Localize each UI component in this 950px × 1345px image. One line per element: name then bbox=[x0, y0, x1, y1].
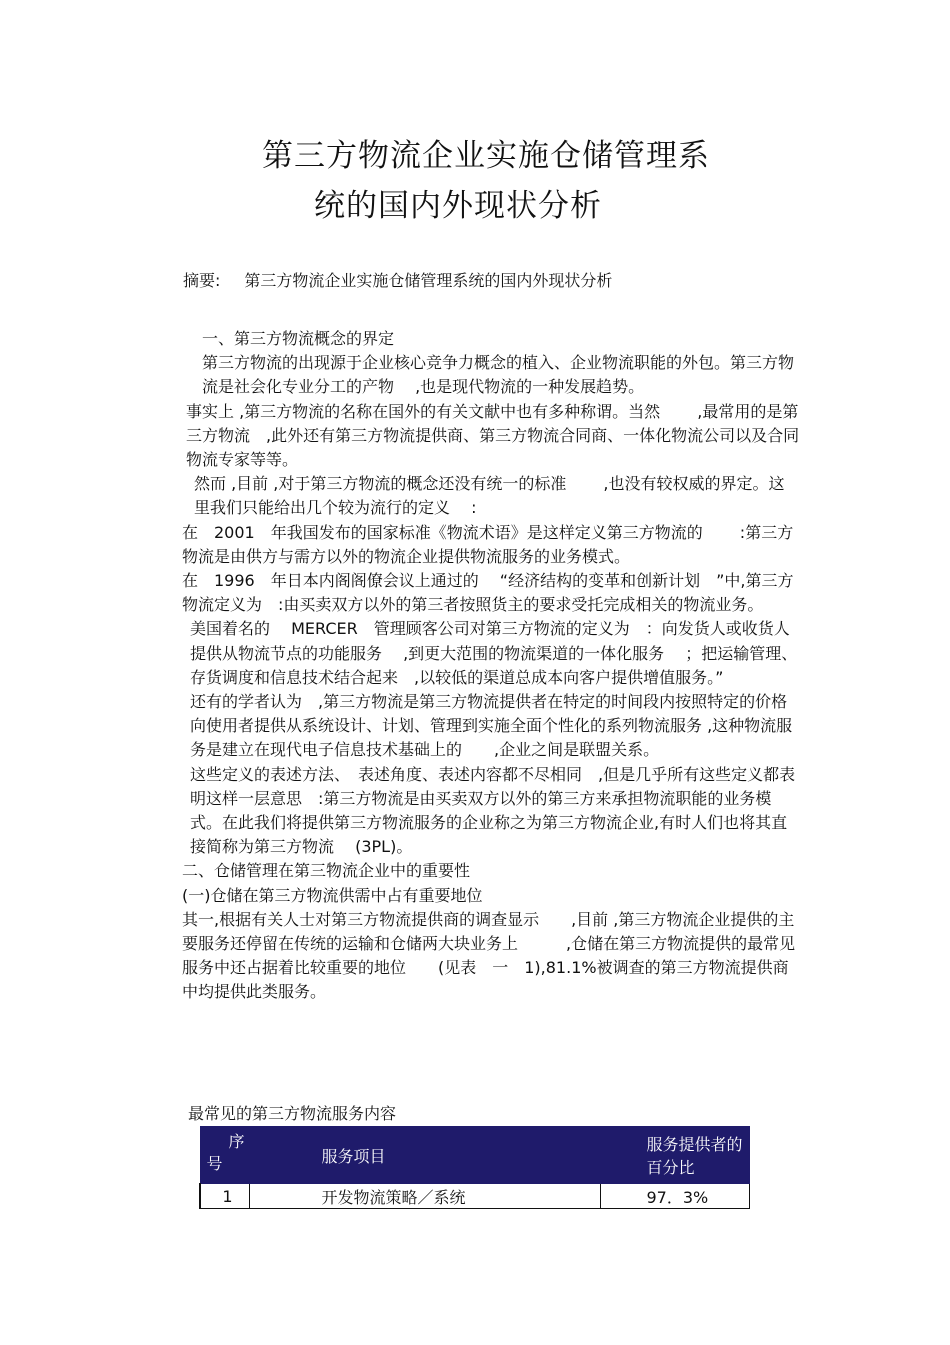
paragraph: 在 1996 年日本内阁阁僚会议上通过的 “经济结构的变革和创新计划 ”中,第三方物流定义为 :由买卖双方以外的第三者按照货主的要求受托完成相关的物流业务。 bbox=[182, 571, 794, 615]
row-number: 1 bbox=[200, 1184, 249, 1209]
section-heading-2: 二、仓储管理在第三物流企业中的重要性 bbox=[182, 861, 471, 881]
header-number bbox=[200, 1127, 249, 1184]
section-heading-1: 一、第三方物流概念的界定 bbox=[202, 329, 395, 348]
header-provider-percent: 服务提供者的百分比 bbox=[600, 1127, 750, 1184]
header-number-b: 号 bbox=[206, 1154, 223, 1173]
abstract-label: 摘要: bbox=[183, 271, 221, 290]
paragraph: 事实上 ,第三方物流的名称在国外的有关文献中也有多种称谓。当然 ,最常用的是第三方物流 ,此外还有第三方物流提供商、第三方物流合同商、一体化物流公司以及合同物流专家等等。 bbox=[186, 401, 800, 470]
paragraph: 第三方物流的出现源于企业核心竞争力概念的植入、企业物流职能的外包。第三方物流是社会化专业分工的产物 ,也是现代物流的一种发展趋势。 bbox=[202, 353, 795, 397]
subsection-heading: (一)仓储在第三方物流供需中占有重要地位 bbox=[182, 885, 483, 905]
row-service-item: 开发物流策略／系统 bbox=[249, 1184, 600, 1209]
table-row bbox=[200, 1184, 750, 1209]
paragraph: 美国着名的 MERCER 管理顾客公司对第三方物流的定义为 ：向发货人或收货人提供从物流节点的功能服务 ,到更大范围的物流渠道的一体化服务 ；把运输管理、存货调度和信息技术结合起来 ,以较低的渠道总成本向客户提供增值服务。” bbox=[190, 619, 798, 687]
abstract-text: 第三方物流企业实施仓储管理系统的国内外现状分析 bbox=[244, 271, 613, 290]
header-service-item: 服务项目 bbox=[249, 1127, 600, 1184]
document-title-line-2: 统的国内外现状分析 bbox=[314, 188, 602, 224]
paragraph: 在 2001 年我国发布的国家标准《物流术语》是这样定义第三方物流的 :第三方物流是由供方与需方以外的物流企业提供物流服务的业务模式。 bbox=[182, 522, 794, 566]
row-provider-percent: 97．3% bbox=[600, 1184, 750, 1209]
table-caption: 最常见的第三方物流服务内容 bbox=[188, 1104, 397, 1123]
services-table bbox=[199, 1126, 750, 1209]
document-title-line-1: 第三方物流企业实施仓储管理系 bbox=[262, 138, 710, 174]
paragraph: 其一,根据有关人士对第三方物流提供商的调查显示 ,目前 ,第三方物流企业提供的主要服务还停留在传统的运输和仓储两大块业务上 ,仓储在第三方物流提供的最常见服务中还占据着比较重要的地位 (见表 一 1),81.1%被调查的第三方物流提供商中均提供此类服务。 bbox=[182, 909, 796, 1002]
table-header-row bbox=[200, 1127, 750, 1184]
header-number-a: 序 bbox=[228, 1132, 245, 1151]
paragraph: 还有的学者认为 ,第三方物流是第三方物流提供者在特定的时间段内按照特定的价格向使用者提供从系统设计、计划、管理到实施全面个性化的系列物流服务 ,这种物流服务是建立在现代电子信息技术基础上的 ,企业之间是联盟关系。 bbox=[190, 692, 793, 760]
body-text bbox=[150, 327, 800, 1005]
paragraph: 这些定义的表述方法、 表述角度、表述内容都不尽相同 ,但是几乎所有这些定义都表明这样一层意思 :第三方物流是由买卖双方以外的第三方来承担物流职能的业务模式。在此我们将提供第三方物流服务的企业称之为第三方物流企业,有时人们也将其直接简称为第三方物流 (3PL)。 bbox=[190, 764, 796, 857]
abstract bbox=[183, 268, 612, 291]
paragraph: 然而 ,目前 ,对于第三方物流的概念还没有统一的标准 ,也没有较权威的界定。这里我们只能给出几个较为流行的定义 : bbox=[194, 474, 785, 518]
